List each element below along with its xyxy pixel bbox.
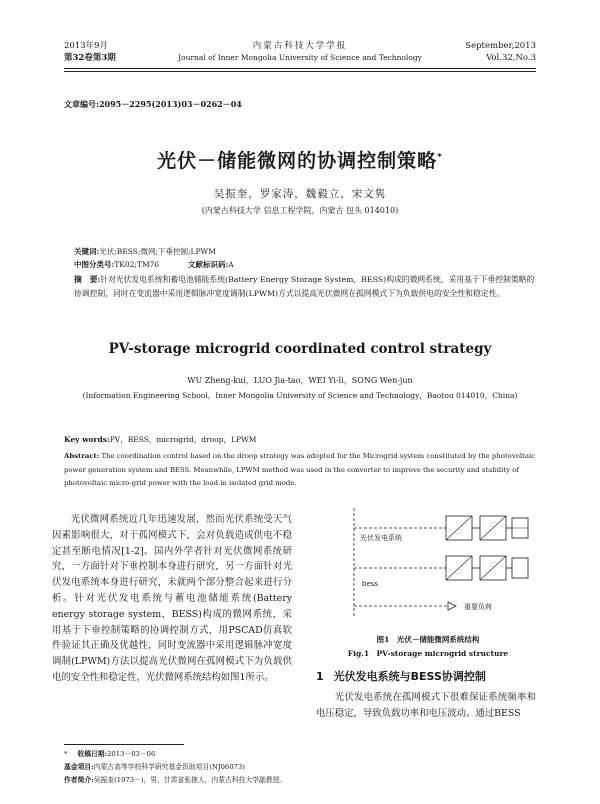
pv-system-label: 光伏发电系统 <box>360 534 402 542</box>
bess-label: bess <box>362 580 379 588</box>
fund-text: 内蒙古高等学校科学研究基金资助项目(NJ06073) <box>93 763 245 771</box>
clc-number: TK02;TM76 <box>114 260 160 269</box>
title-text: 光伏－储能微网的协调控制策略 <box>157 150 438 172</box>
figure-1-diagram <box>336 508 536 628</box>
running-header-left <box>64 40 116 64</box>
battery-icon <box>512 558 528 578</box>
keywords-cn-line <box>74 246 216 257</box>
received-label: 收稿日期: <box>77 750 108 758</box>
authors-en: WU Zheng-kui，LUO Jia-tao，WEI Yi-li，SONG Wen-jun <box>187 376 413 385</box>
footnote-received <box>64 749 155 760</box>
footnote-bio <box>64 775 286 786</box>
section-heading <box>316 668 486 684</box>
footnote-marker: * <box>64 750 68 758</box>
abstract-cn <box>74 273 536 300</box>
volume-issue: 第32卷第3期 <box>64 53 116 63</box>
article-title-en: PV-storage microgrid coordinated control strategy <box>108 341 492 357</box>
header-rule-top <box>64 68 536 69</box>
article-title-cn <box>60 146 540 173</box>
header-rule-bottom <box>64 71 536 72</box>
abstract-en-label: Abstract: <box>64 452 100 460</box>
footnote-rule <box>64 744 184 745</box>
keywords-en-label: Key words: <box>64 435 110 444</box>
issue-date: 2013年9月 <box>64 41 109 51</box>
affiliation-cn: (内蒙古科技大学 信息工程学院，内蒙古 包头 014010) <box>201 206 399 215</box>
bess-converter-diagonal <box>446 556 472 580</box>
keywords-en-line <box>64 434 256 445</box>
bio-text: 吴振奎(1973－)，男，甘肃省张掖人，内蒙古科技大学副教授。 <box>93 776 287 784</box>
affiliation-en: (Information Engineering School，Inner Mongolia University of Science and Technology，Baotou 014010，China) <box>82 391 518 400</box>
pv-converter-diagonal <box>446 516 472 540</box>
footnote-fund <box>64 762 245 773</box>
keywords-cn-label: 关键词: <box>74 247 100 256</box>
keywords-en: PV，BESS，microgrid，droop，LPWM <box>109 435 257 444</box>
authors-cn: 吴振奎，罗家涛，魏毅立，宋文隽 <box>213 188 387 200</box>
figure-caption-en: Fig.1 PV-storage microgrid structure <box>347 649 509 658</box>
running-header-right <box>465 40 536 64</box>
pv-inverter-diagonal <box>480 516 506 540</box>
abstract-cn-text: 针对光伏发电系统和蓄电池储能系统(Battery Energy Storage System，BESS)构成的微网系统，采用基于下垂控制策略的协调控制，同时在变流器中采用逻辑脉冲宽度调制(LPWM)方式以提高光伏微网在孤网模式下为负载供电的安全性和稳定性。 <box>74 275 535 298</box>
classification-line <box>74 259 234 270</box>
load-arrow-icon <box>448 602 456 610</box>
bess-inverter-diagonal <box>480 556 506 580</box>
doc-code-label: 文献标识码: <box>187 260 229 269</box>
issue-date-en: September,2013 <box>465 41 536 51</box>
intro-paragraph: 光伏微网系统近几年迅速发展，然而光伏系统受天气因素影响很大，对于孤网模式下，会对负载造成供电不稳定甚至断电情况[1-2]。国内外学者针对光伏微网系统研究，一方面针对下垂控制本身进行研究，另一方面针对光伏发电系统本身进行研究，未就两个部分整合起来进行分析。针对光伏发电系统与蓄电池储能系统(Battery energy storage system，BESS)构成的微网系统，采用基于下垂控制策略的协调控制方式，用PSCAD仿真软件验证其正确及优越性，同时变流器中采用逻辑脉冲宽度调制(LPWM)方法以提高光伏微网在孤网模式下为负载供电的安全性和稳定性，光伏微网系统结构如图1所示。 <box>52 514 292 683</box>
running-header-center <box>170 40 430 64</box>
keywords-cn: 光伏;BESS;微网;下垂控制;LPWM <box>99 247 216 256</box>
bio-label: 作者简介: <box>64 776 94 784</box>
abstract-cn-label: 摘 要: <box>74 275 101 284</box>
figure-caption-cn: 图1 光伏－储能微网系统结构 <box>376 635 480 644</box>
abstract-en <box>64 450 536 491</box>
doc-code: A <box>228 260 234 269</box>
journal-name-cn: 内蒙古科技大学学报 <box>252 41 348 51</box>
load-label: 重要负荷 <box>464 603 492 611</box>
title-footnote-mark: * <box>437 152 443 163</box>
received-date: 2013－03－06 <box>107 750 156 758</box>
section-number: 1 <box>316 670 324 683</box>
section-paragraph: 光伏发电系统在孤网模式下很难保证系统频率和电压稳定，导致负载功率和电压波动。通过BESS <box>316 692 536 719</box>
journal-name-en: Journal of Inner Mongolia University of Science and Technology <box>178 53 422 62</box>
fund-label: 基金项目: <box>64 763 94 771</box>
article-number: 文章编号:2095－2295(2013)03－0262－04 <box>64 99 242 109</box>
clc-label: 中图分类号: <box>74 260 115 269</box>
section-title: 光伏发电系统与BESS协调控制 <box>333 670 486 683</box>
abstract-en-text: The coordination control based on the droop strategy was adopted for the Microgrid system constituted by the photovoltaic power generation system and BESS. Meanwhile, LPWM method was used in the converter to improve the security and stability of photovoltaic micro-grid power with the load in isolated grid mode. <box>64 452 536 487</box>
volume-issue-en: Vol.32,No.3 <box>486 53 536 63</box>
